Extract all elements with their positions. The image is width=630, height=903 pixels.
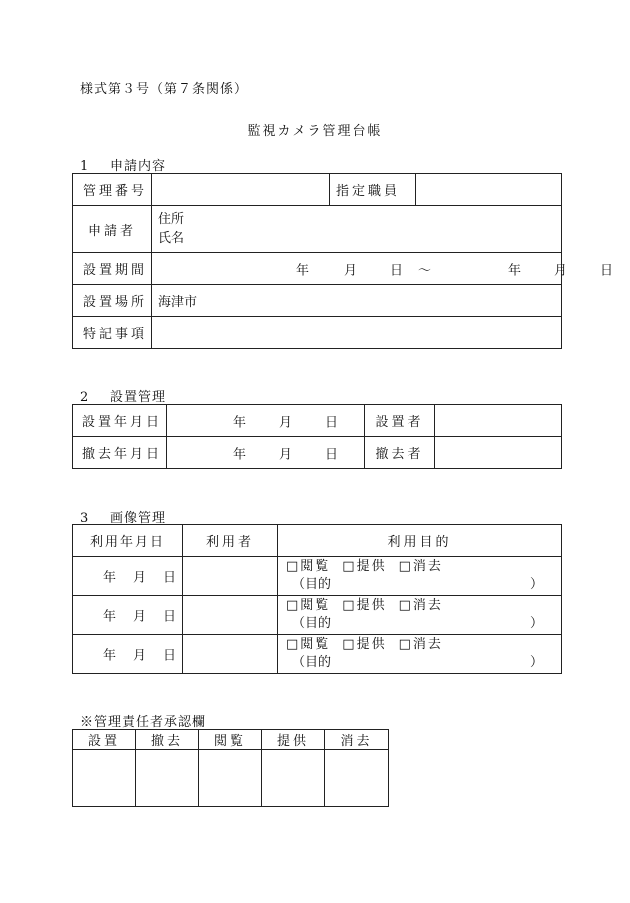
usage-row [73,596,562,635]
document-title: 監視カメラ管理台帳 [247,124,383,139]
removal-year: 年 [233,447,247,462]
install-year: 年 [233,415,247,430]
approval-heading: ※管理責任者承認欄 [80,715,207,730]
provide-checkbox[interactable]: □提供 [342,598,387,613]
purpose-open: （目的 [292,655,332,670]
purpose-cell [278,635,562,674]
install-date-label: 設置年月日 [73,405,167,437]
period-label: 設置期間 [73,253,152,285]
usage-day: 日 [163,570,177,586]
provide-checkbox[interactable]: □提供 [342,637,387,652]
approval-col-view: 閲覧 [199,730,262,750]
erase-checkbox[interactable]: □消去 [398,637,443,652]
form-number: 様式第３号（第７条関係） [80,82,249,97]
install-date-field[interactable] [167,405,365,437]
col-purpose: 利用目的 [278,525,562,557]
removal-date-label: 撤去年月日 [73,437,167,469]
mgmt-no-field[interactable] [152,174,330,206]
approval-stamp-install[interactable] [73,750,136,807]
purpose-open: （目的 [292,616,332,631]
section2-heading [80,386,166,405]
usage-day: 日 [163,648,177,664]
application-table [72,173,614,349]
mgmt-no-label: 管理番号 [73,174,152,206]
purpose-close: ） [529,616,543,631]
usage-year: 年 [103,609,117,625]
period-end-year: 年 [508,263,522,278]
view-checkbox[interactable]: □閲覧 [286,559,331,574]
installation-table [72,404,562,469]
usage-row [73,557,562,596]
approval-stamp-provide[interactable] [262,750,325,807]
remover-label: 撤去者 [365,437,435,469]
usage-month: 月 [133,570,147,586]
staff-field[interactable] [416,174,562,206]
approval-col-removal: 撤去 [136,730,199,750]
user-field[interactable] [183,635,278,674]
usage-month: 月 [133,609,147,625]
install-day: 日 [325,415,339,430]
period-field[interactable] [152,253,614,285]
install-month: 月 [279,415,293,430]
section2-number: 2 [80,390,90,405]
removal-day: 日 [325,447,339,462]
applicant-label: 申請者 [73,206,152,253]
provide-checkbox[interactable]: □提供 [342,559,387,574]
remover-field[interactable] [435,437,562,469]
usage-month: 月 [133,648,147,664]
view-checkbox[interactable]: □閲覧 [286,637,331,652]
address-label: 住所 [158,212,185,227]
col-usage-date: 利用年月日 [73,525,183,557]
approval-stamp-view[interactable] [199,750,262,807]
purpose-close: ） [529,655,543,670]
approval-col-provide: 提供 [262,730,325,750]
notes-field[interactable] [152,317,562,349]
approval-col-erase: 消去 [325,730,389,750]
period-tilde: ～ [418,263,432,278]
removal-date-field[interactable] [167,437,365,469]
period-start-day: 日 [390,263,404,278]
purpose-field[interactable] [278,654,561,672]
usage-year: 年 [103,570,117,586]
purpose-close: ） [529,577,543,592]
section3-number: 3 [80,511,90,526]
period-start-year: 年 [296,263,310,278]
section1-heading [80,155,166,174]
approval-table [72,729,389,807]
usage-date-field[interactable] [73,557,183,596]
user-field[interactable] [183,557,278,596]
section3-title: 画像管理 [110,511,167,526]
notes-label: 特記事項 [73,317,152,349]
staff-label: 指定職員 [330,174,416,206]
applicant-field[interactable] [152,206,562,253]
col-user: 利用者 [183,525,278,557]
erase-checkbox[interactable]: □消去 [398,559,443,574]
purpose-field[interactable] [278,615,561,633]
purpose-field[interactable] [278,576,561,594]
usage-date-field[interactable] [73,596,183,635]
place-field[interactable]: 海津市 [152,285,562,317]
view-checkbox[interactable]: □閲覧 [286,598,331,613]
approval-col-install: 設置 [73,730,136,750]
period-end-month: 月 [554,263,568,278]
approval-stamp-erase[interactable] [325,750,389,807]
image-management-table [72,524,562,674]
section1-title: 申請内容 [110,159,167,174]
user-field[interactable] [183,596,278,635]
purpose-cell [278,557,562,596]
place-label: 設置場所 [73,285,152,317]
name-label: 氏名 [158,231,185,246]
period-start-month: 月 [344,263,358,278]
usage-date-field[interactable] [73,635,183,674]
purpose-open: （目的 [292,577,332,592]
usage-day: 日 [163,609,177,625]
usage-year: 年 [103,648,117,664]
section2-title: 設置管理 [110,390,167,405]
section1-number: 1 [80,159,90,174]
installer-label: 設置者 [365,405,435,437]
removal-month: 月 [279,447,293,462]
approval-stamp-removal[interactable] [136,750,199,807]
erase-checkbox[interactable]: □消去 [398,598,443,613]
usage-row [73,635,562,674]
purpose-cell [278,596,562,635]
period-end-day: 日 [600,263,614,278]
installer-field[interactable] [435,405,562,437]
